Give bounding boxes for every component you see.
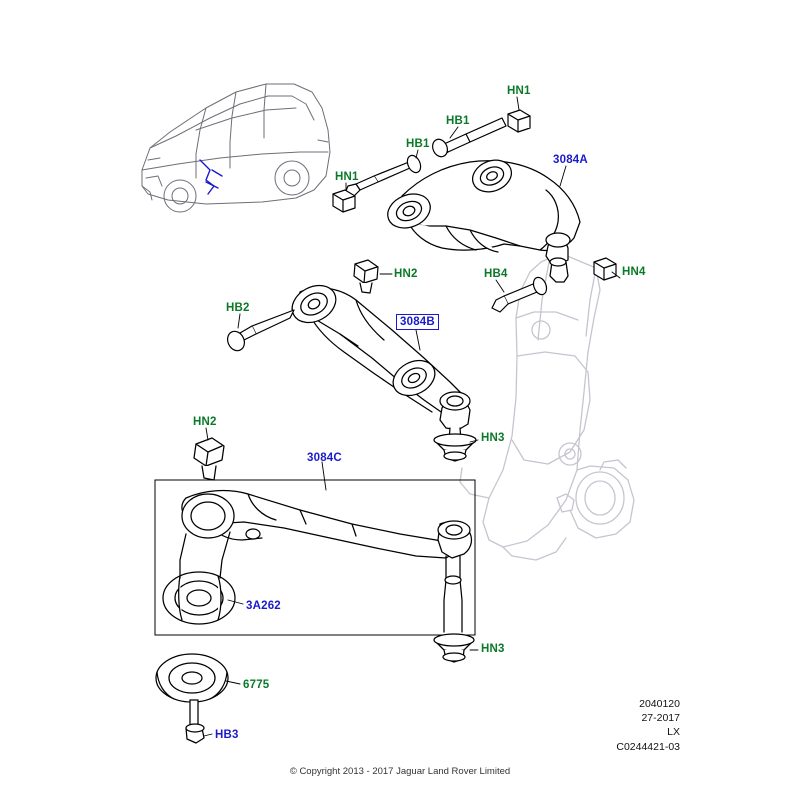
callout-hb1-left: HB1 bbox=[406, 138, 430, 150]
callout-hn3-upper: HN3 bbox=[481, 432, 505, 444]
callout-part-6775: 6775 bbox=[243, 679, 270, 691]
copyright-notice: © Copyright 2013 - 2017 Jaguar Land Rover Limited bbox=[289, 766, 511, 777]
callout-hn2-lower: HN2 bbox=[193, 416, 217, 428]
callout-hb3: HB3 bbox=[215, 729, 239, 741]
footer-revision-date: 27-2017 bbox=[641, 712, 680, 724]
footer-figure-id: C0244421-03 bbox=[616, 741, 680, 753]
footer-model-code: LX bbox=[667, 726, 680, 738]
callout-hn1-left: HN1 bbox=[335, 171, 359, 183]
callout-part-3a262: 3A262 bbox=[246, 600, 281, 612]
callout-hn3-lower: HN3 bbox=[481, 643, 505, 655]
callout-hn2-upper: HN2 bbox=[394, 268, 418, 280]
callout-hb2: HB2 bbox=[226, 302, 250, 314]
callout-part-3084a: 3084A bbox=[553, 154, 588, 166]
callout-part-3084b: 3084B bbox=[396, 314, 439, 330]
footer-drawing-number: 2040120 bbox=[639, 698, 680, 710]
callout-hb4: HB4 bbox=[484, 268, 508, 280]
callout-hn1-upper: HN1 bbox=[507, 85, 531, 97]
callout-hn4: HN4 bbox=[622, 266, 646, 278]
callout-part-3084c: 3084C bbox=[307, 452, 342, 464]
callout-hb1-upper: HB1 bbox=[446, 115, 470, 127]
